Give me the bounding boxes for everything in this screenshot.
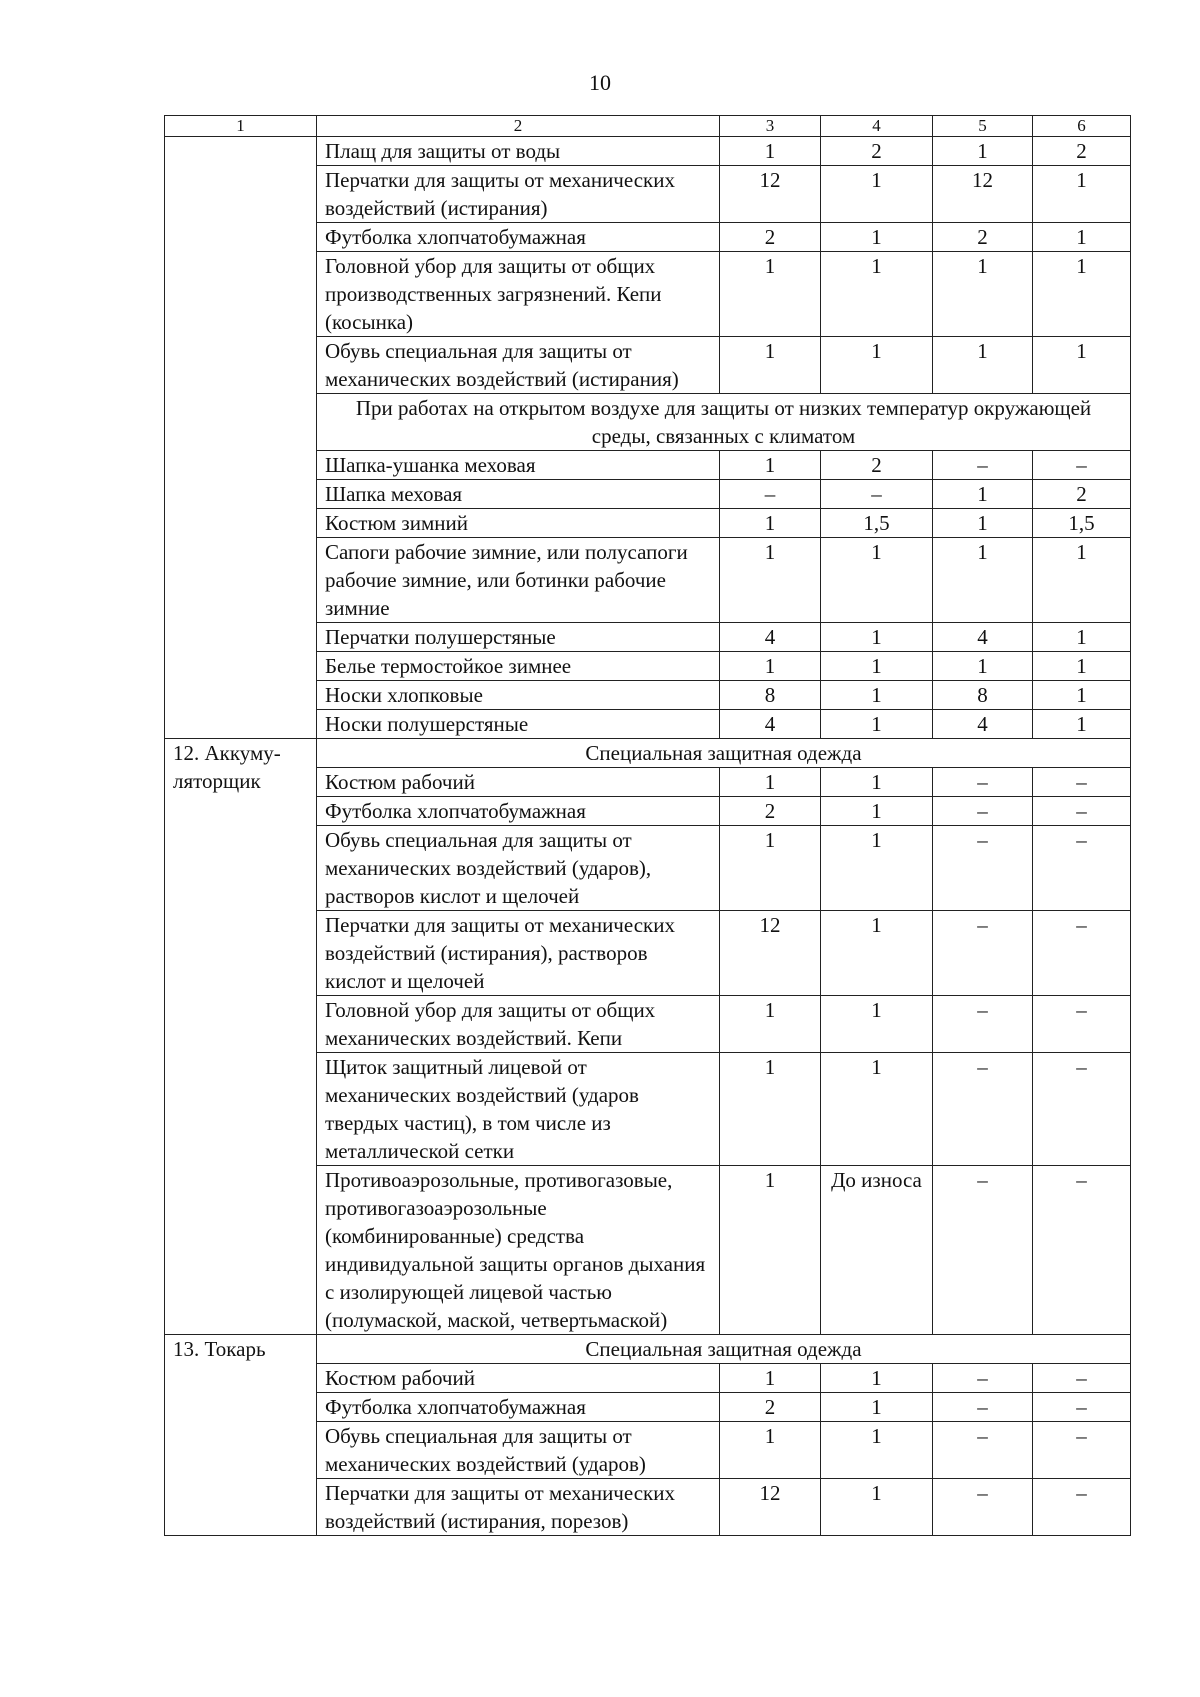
value-cell-3: 1 [720, 1364, 821, 1393]
value-cell-4: 1 [821, 1364, 933, 1393]
value-cell-6: 1 [1033, 538, 1131, 623]
item-name: Носки хлопковые [317, 681, 720, 710]
value-cell-5: 1 [933, 137, 1033, 166]
value-cell-6: 1 [1033, 681, 1131, 710]
ppe-norms-table [164, 115, 1131, 1536]
value-cell-5: 12 [933, 166, 1033, 223]
value-cell-3: 1 [720, 768, 821, 797]
value-cell-3: 4 [720, 623, 821, 652]
value-cell-5: 1 [933, 337, 1033, 394]
value-cell-5: 4 [933, 710, 1033, 739]
item-name: Шапка меховая [317, 480, 720, 509]
value-cell-4: 1 [821, 223, 933, 252]
value-cell-5: – [933, 1479, 1033, 1536]
value-cell-6: 2 [1033, 480, 1131, 509]
profession-cell [165, 137, 317, 739]
value-cell-5: – [933, 996, 1033, 1053]
value-cell-6: – [1033, 451, 1131, 480]
value-cell-4: 1 [821, 538, 933, 623]
value-cell-6: 1 [1033, 710, 1131, 739]
page-number: 10 [589, 70, 611, 95]
value-cell-3: 1 [720, 451, 821, 480]
value-cell-4: 1 [821, 826, 933, 911]
value-cell-3: 1 [720, 1422, 821, 1479]
item-name: Перчатки для защиты от механических воздействий (истирания, порезов) [317, 1479, 720, 1536]
item-name: Перчатки для защиты от механических воздействий (истирания), растворов кислот и щелочей [317, 911, 720, 996]
item-name: Сапоги рабочие зимние, или полусапоги рабочие зимние, или ботинки рабочие зимние [317, 538, 720, 623]
value-cell-4: 2 [821, 137, 933, 166]
value-cell-3: 12 [720, 1479, 821, 1536]
value-cell-3: 2 [720, 223, 821, 252]
value-cell-6: – [1033, 1364, 1131, 1393]
value-cell-5: – [933, 1166, 1033, 1335]
value-cell-6: 1 [1033, 337, 1131, 394]
item-name: Перчатки полушерстяные [317, 623, 720, 652]
header-cell-5: 5 [933, 116, 1033, 137]
value-cell-6: 1,5 [1033, 509, 1131, 538]
value-cell-4: 1 [821, 681, 933, 710]
value-cell-3: 1 [720, 826, 821, 911]
section-title: Специальная защитная одежда [317, 1335, 1131, 1364]
value-cell-3: 1 [720, 137, 821, 166]
value-cell-3: 1 [720, 996, 821, 1053]
section-title: При работах на открытом воздухе для защиты от низких температур окружающей среды, связанных с климатом [317, 394, 1131, 451]
table-row [165, 137, 1131, 166]
value-cell-5: 1 [933, 509, 1033, 538]
value-cell-4: 1,5 [821, 509, 933, 538]
item-name: Головной убор для защиты от общих механических воздействий. Кепи [317, 996, 720, 1053]
value-cell-4: 1 [821, 252, 933, 337]
header-cell-4: 4 [821, 116, 933, 137]
table-body [165, 116, 1131, 1536]
value-cell-6: 1 [1033, 223, 1131, 252]
value-cell-3: 8 [720, 681, 821, 710]
value-cell-3: 1 [720, 652, 821, 681]
value-cell-5: 1 [933, 538, 1033, 623]
value-cell-5: 1 [933, 652, 1033, 681]
header-cell-1: 1 [165, 116, 317, 137]
value-cell-6: – [1033, 797, 1131, 826]
item-name: Футболка хлопчатобумажная [317, 223, 720, 252]
value-cell-3: 1 [720, 1166, 821, 1335]
value-cell-4: 1 [821, 768, 933, 797]
section-title: Специальная защитная одежда [317, 739, 1131, 768]
value-cell-4: До износа [821, 1166, 933, 1335]
item-name: Футболка хлопчатобумажная [317, 1393, 720, 1422]
value-cell-4: 2 [821, 451, 933, 480]
value-cell-6: – [1033, 826, 1131, 911]
item-name: Шапка-ушанка меховая [317, 451, 720, 480]
item-name: Обувь специальная для защиты от механических воздействий (ударов) [317, 1422, 720, 1479]
profession-cell: 13. Токарь [165, 1335, 317, 1536]
value-cell-5: – [933, 451, 1033, 480]
value-cell-4: 1 [821, 710, 933, 739]
header-cell-3: 3 [720, 116, 821, 137]
value-cell-4: 1 [821, 623, 933, 652]
value-cell-4: 1 [821, 166, 933, 223]
value-cell-3: 1 [720, 1053, 821, 1166]
value-cell-6: 2 [1033, 137, 1131, 166]
value-cell-6: – [1033, 1053, 1131, 1166]
value-cell-6: – [1033, 911, 1131, 996]
value-cell-5: 1 [933, 480, 1033, 509]
value-cell-5: – [933, 1053, 1033, 1166]
value-cell-3: 2 [720, 1393, 821, 1422]
value-cell-4: 1 [821, 1053, 933, 1166]
value-cell-4: 1 [821, 1393, 933, 1422]
value-cell-3: 2 [720, 797, 821, 826]
header-row [165, 116, 1131, 137]
item-name: Костюм рабочий [317, 768, 720, 797]
item-name: Щиток защитный лицевой от механических воздействий (ударов твердых частиц), в том числе из металлической сетки [317, 1053, 720, 1166]
item-name: Головной убор для защиты от общих производственных загрязнений. Кепи (косынка) [317, 252, 720, 337]
section-row [165, 739, 1131, 768]
value-cell-5: – [933, 1422, 1033, 1479]
value-cell-4: 1 [821, 337, 933, 394]
item-name: Носки полушерстяные [317, 710, 720, 739]
value-cell-3: – [720, 480, 821, 509]
value-cell-6: – [1033, 996, 1131, 1053]
value-cell-3: 12 [720, 166, 821, 223]
value-cell-5: 1 [933, 252, 1033, 337]
value-cell-4: 1 [821, 1422, 933, 1479]
value-cell-6: 1 [1033, 623, 1131, 652]
item-name: Обувь специальная для защиты от механических воздействий (истирания) [317, 337, 720, 394]
value-cell-4: 1 [821, 797, 933, 826]
header-cell-2: 2 [317, 116, 720, 137]
value-cell-5: – [933, 1364, 1033, 1393]
value-cell-6: 1 [1033, 652, 1131, 681]
value-cell-5: – [933, 797, 1033, 826]
value-cell-6: – [1033, 768, 1131, 797]
value-cell-4: 1 [821, 996, 933, 1053]
value-cell-6: – [1033, 1422, 1131, 1479]
value-cell-6: – [1033, 1393, 1131, 1422]
value-cell-3: 4 [720, 710, 821, 739]
value-cell-3: 12 [720, 911, 821, 996]
item-name: Костюм зимний [317, 509, 720, 538]
item-name: Перчатки для защиты от механических воздействий (истирания) [317, 166, 720, 223]
item-name: Костюм рабочий [317, 1364, 720, 1393]
value-cell-5: 8 [933, 681, 1033, 710]
value-cell-3: 1 [720, 538, 821, 623]
value-cell-4: 1 [821, 911, 933, 996]
value-cell-5: – [933, 826, 1033, 911]
value-cell-6: 1 [1033, 252, 1131, 337]
value-cell-4: 1 [821, 652, 933, 681]
header-cell-6: 6 [1033, 116, 1131, 137]
value-cell-6: – [1033, 1166, 1131, 1335]
value-cell-3: 1 [720, 509, 821, 538]
value-cell-5: – [933, 1393, 1033, 1422]
value-cell-6: 1 [1033, 166, 1131, 223]
profession-cell: 12. Аккуму-ляторщик [165, 739, 317, 1335]
item-name: Белье термостойкое зимнее [317, 652, 720, 681]
item-name: Противоаэрозольные, противогазовые, противогазоаэрозольные (комбинированные) средства индивидуальной защиты органов дыхания с изолирующей лицевой частью (полумаской, маской, четвертьмаской) [317, 1166, 720, 1335]
item-name: Плащ для защиты от воды [317, 137, 720, 166]
value-cell-5: – [933, 911, 1033, 996]
value-cell-4: – [821, 480, 933, 509]
value-cell-5: 4 [933, 623, 1033, 652]
value-cell-5: – [933, 768, 1033, 797]
item-name: Футболка хлопчатобумажная [317, 797, 720, 826]
section-row [165, 1335, 1131, 1364]
value-cell-4: 1 [821, 1479, 933, 1536]
value-cell-6: – [1033, 1479, 1131, 1536]
item-name: Обувь специальная для защиты от механических воздействий (ударов), растворов кислот и щелочей [317, 826, 720, 911]
value-cell-3: 1 [720, 337, 821, 394]
value-cell-3: 1 [720, 252, 821, 337]
value-cell-5: 2 [933, 223, 1033, 252]
